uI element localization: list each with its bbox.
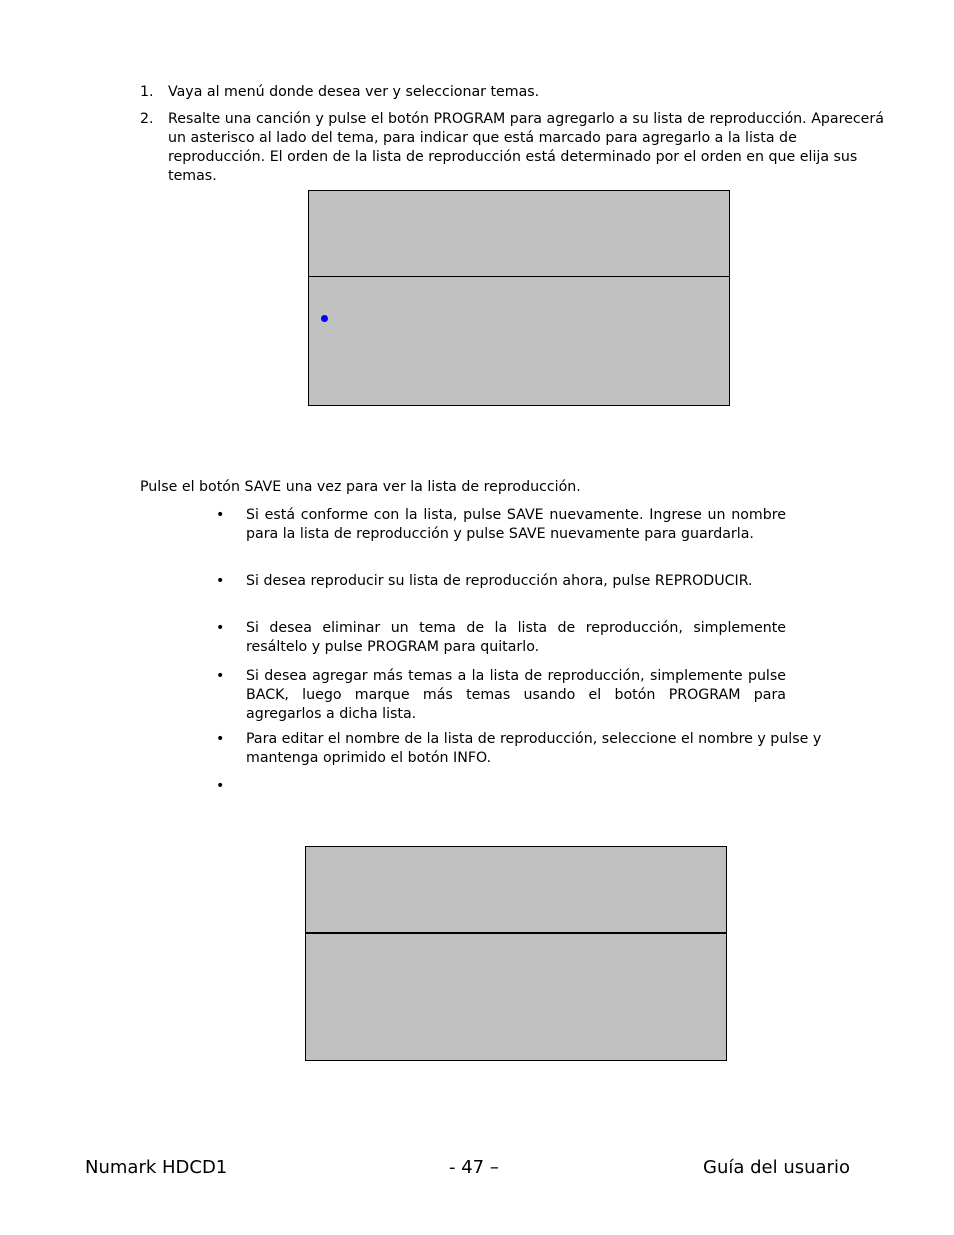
footer-page-number: - 47 – (449, 1157, 499, 1178)
screen-divider (306, 932, 726, 934)
bullet-text: Si desea reproducir su lista de reproducción ahora, pulse REPRODUCIR. (246, 573, 753, 589)
step-number: 1. (140, 84, 154, 100)
bullet-text: Para editar el nombre de la lista de reproducción, seleccione el nombre y pulse y mantenga oprimido el botón INFO. (246, 731, 822, 766)
bullet-dot: • (216, 620, 225, 636)
bullet-dot: • (216, 778, 225, 794)
step-text: Vaya al menú donde desea ver y seleccionar temas. (168, 84, 540, 100)
selection-marker (321, 315, 328, 322)
screen-divider (309, 276, 729, 277)
intro-paragraph: Pulse el botón SAVE una vez para ver la lista de reproducción. (140, 479, 581, 495)
bullet-text: Si desea eliminar un tema de la lista de reproducción, simplemente resáltelo y pulse PROGRAM para quitarlo. (246, 620, 786, 655)
bullet-text: Si está conforme con la lista, pulse SAVE nuevamente. Ingrese un nombre para la lista de reproducción y pulse SAVE nuevamente para guardarla. (246, 507, 786, 542)
device-screen-2 (305, 846, 727, 1061)
step-2 (140, 110, 900, 186)
bullet-dot: • (216, 507, 225, 523)
footer-left: Numark HDCD1 (85, 1157, 228, 1178)
step-1 (140, 83, 900, 102)
footer-right: Guía del usuario (703, 1157, 850, 1178)
step-number: 2. (140, 111, 154, 127)
bullet-text: Si desea agregar más temas a la lista de reproducción, simplemente pulse BACK, luego marque más temas usando el botón PROGRAM para agregarlos a dicha lista. (246, 668, 786, 722)
device-screen-1 (308, 190, 730, 406)
bullet-dot: • (216, 573, 225, 589)
bullet-dot: • (216, 668, 225, 684)
bullet-dot: • (216, 731, 225, 747)
step-text: Resalte una canción y pulse el botón PROGRAM para agregarlo a su lista de reproducción. Aparecerá un asterisco al lado del tema, para indicar que está marcado para agregarlo a la lista de reproducción. El orden de la lista de reproducción está determinado por el orden en que elija sus temas. (168, 111, 884, 184)
